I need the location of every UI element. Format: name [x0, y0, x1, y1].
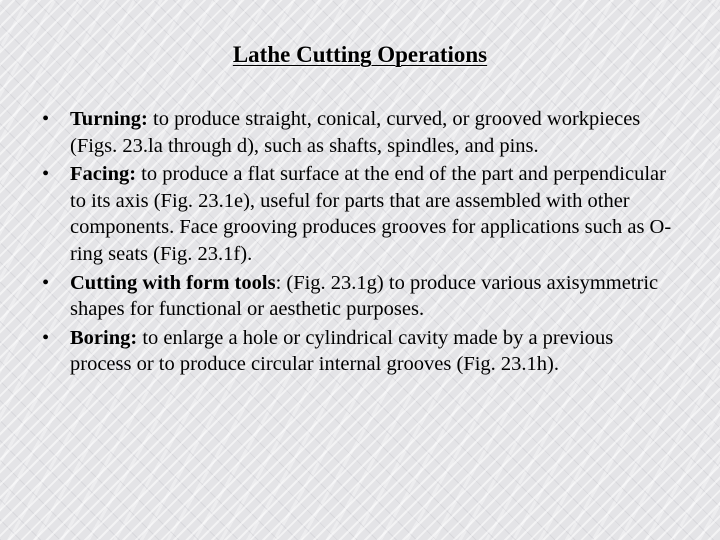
bullet-icon: • [42, 271, 50, 294]
bullet-term: Boring: [70, 326, 138, 349]
bullet-term: Turning: [70, 108, 148, 130]
bullet-item-facing [42, 161, 678, 267]
bullet-list [42, 106, 678, 380]
bullet-item-turning [42, 106, 678, 159]
slide-title: Lathe Cutting Operations [232, 42, 488, 67]
bullet-item-boring [42, 325, 678, 378]
bullet-term: Facing: [70, 163, 137, 186]
bullet-item-form-tools [42, 270, 678, 323]
bullet-icon: • [42, 163, 50, 186]
bullet-text: to enlarge a hole or cylindrical cavity made by a previous process or to produce circular internal grooves (Fig. 23.1h). [70, 326, 614, 376]
bullet-text: : (Fig. 23.1g) to produce various axisymmetric shapes for functional or aesthetic purposes. [70, 271, 659, 321]
bullet-text: to produce a flat surface at the end of the part and perpendicular to its axis (Fig. 23.1e), useful for parts that are assembled with other components. Face grooving produces grooves for applications such as O-ring seats (Fig. 23.1f). [70, 163, 672, 265]
bullet-icon: • [42, 326, 50, 349]
bullet-term: Cutting with form tools [70, 271, 276, 294]
bullet-text: to produce straight, conical, curved, or grooved workpieces (Figs. 23.la through d), such as shafts, spindles, and pins. [70, 108, 641, 157]
bullet-icon: • [42, 108, 50, 130]
